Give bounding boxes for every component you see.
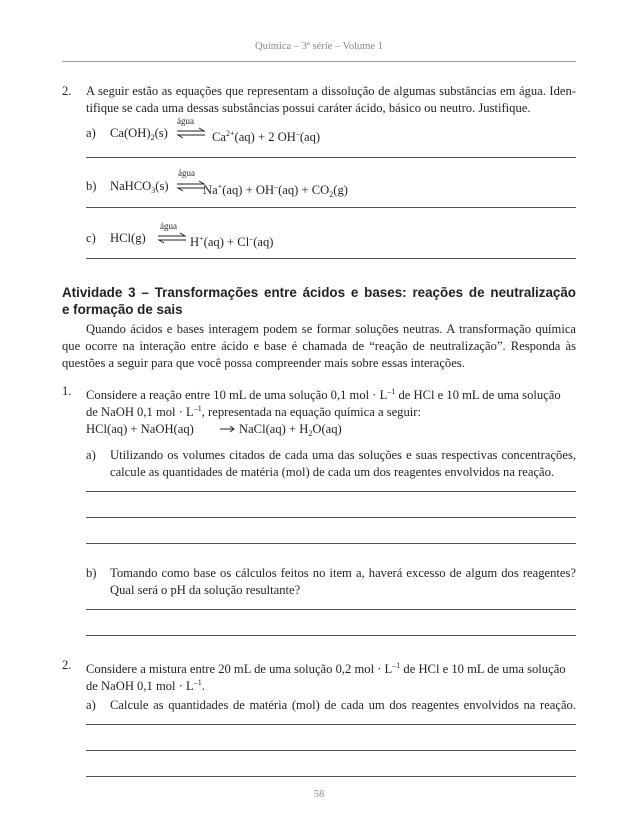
item-b-letter: b) [86,179,97,193]
question-2b-line2: de NaOH 0,1 mol · $L^{-1}$. [86,678,205,694]
item-c-letter: c) [86,231,96,245]
answer-line[interactable] [86,724,576,725]
q1-item-a-line2: calcule as quantidades de matéria (mol) de cada um dos reagentes envolvidos na reação. [110,465,555,479]
q1-item-b-letter: b) [86,566,97,580]
header-divider [62,61,576,62]
intro-line2: que ocorre na interação entre ácido e base é chamada de “reação de neutralização”. Responda às [62,339,576,353]
equation-a-reactant: $Ca(OH)_2(s)$ [110,126,168,142]
answer-line[interactable] [86,491,576,492]
equation-b-reactant: NaHCO$_3$(s) [110,179,169,195]
equilibrium-arrow-icon [176,127,206,139]
q1-item-a-letter: a) [86,448,96,462]
q1-item-a-line1: Utilizando os volumes citados de cada uma das soluções e suas respectivas concentrações, [110,448,576,462]
answer-line[interactable] [86,635,576,636]
running-header: Química – 3ª série – Volume 1 [255,41,383,52]
q1-item-b-line2: Qual será o pH da solução resultante? [110,583,301,597]
intro-line3: questões a seguir para que você possa compreender mais sobre essas interações. [62,356,465,370]
q2b-item-a-line1: Calcule as quantidades de matéria (mol) de cada um dos reagentes envolvidos na reação. [110,698,576,712]
q2b-item-a-letter: a) [86,698,96,712]
answer-line[interactable] [86,750,576,751]
question-2b-number: 2. [62,658,72,672]
neutralization-equation-left: HCl(aq) + NaOH(aq) [86,422,194,436]
activity-title [62,284,576,318]
activity-title-line2: e formação de sais [62,302,183,317]
answer-line[interactable] [86,207,576,208]
answer-line[interactable] [86,543,576,544]
answer-line[interactable] [86,517,576,518]
question-1-number: 1. [62,384,72,398]
equilibrium-arrow-icon [157,232,187,244]
intro-line1: Quando ácidos e bases interagem podem se formar soluções neutras. A transformação química [86,322,576,336]
q1-item-b-line1: Tomando como base os cálculos feitos no item a, haverá excesso de algum dos reagentes? [110,566,576,580]
arrow-label-water: água [160,221,177,231]
item-a-letter: a) [86,126,96,140]
answer-line[interactable] [86,776,576,777]
answer-line[interactable] [86,157,576,158]
page-number: 58 [313,789,325,800]
activity-title-line1: Atividade 3 – Transformações entre ácidos e bases: reações de neutralização [62,285,576,300]
question-1-line2: de NaOH 0,1 mol · $L^{-1}$, representada na equação química a seguir: [86,404,421,420]
question-2-text-line1: A seguir estão as equações que representam a dissolução de algumas substâncias em água. Iden- [86,84,576,98]
arrow-label-water: água [177,116,194,126]
question-2-text-line2: tifique se cada uma dessas substâncias possui caráter ácido, básico ou neutro. Justifique. [86,101,531,115]
question-1-line1: Considere a reação entre 10 mL de uma solução 0,1 mol · $L^{-1}$ de HCl e 10 mL de uma solução [86,387,561,403]
equation-b-products: $Na^+(aq) + OH^-(aq) + CO_2(g)$ [203,182,348,199]
equation-c-products: H+(aq) + Cl–(aq) [190,234,274,249]
equation-c-reactant: HCl(g) [110,231,146,245]
question-2b-line1: Considere a mistura entre 20 mL de uma solução 0,2 mol · $L^{-1}$ de HCl e 10 mL de uma solução [86,661,566,677]
reaction-arrow-icon [220,425,236,433]
arrow-label-water: água [178,168,195,178]
question-2-number: 2. [62,84,72,98]
answer-line[interactable] [86,609,576,610]
equation-a-products: $Ca^{2+}(aq) + 2$ OH–(aq) [212,129,321,144]
equilibrium-arrow-icon [176,180,206,192]
neutralization-equation-right: NaCl(aq) + $H_2O(aq)$ [239,422,342,438]
answer-line[interactable] [86,258,576,259]
